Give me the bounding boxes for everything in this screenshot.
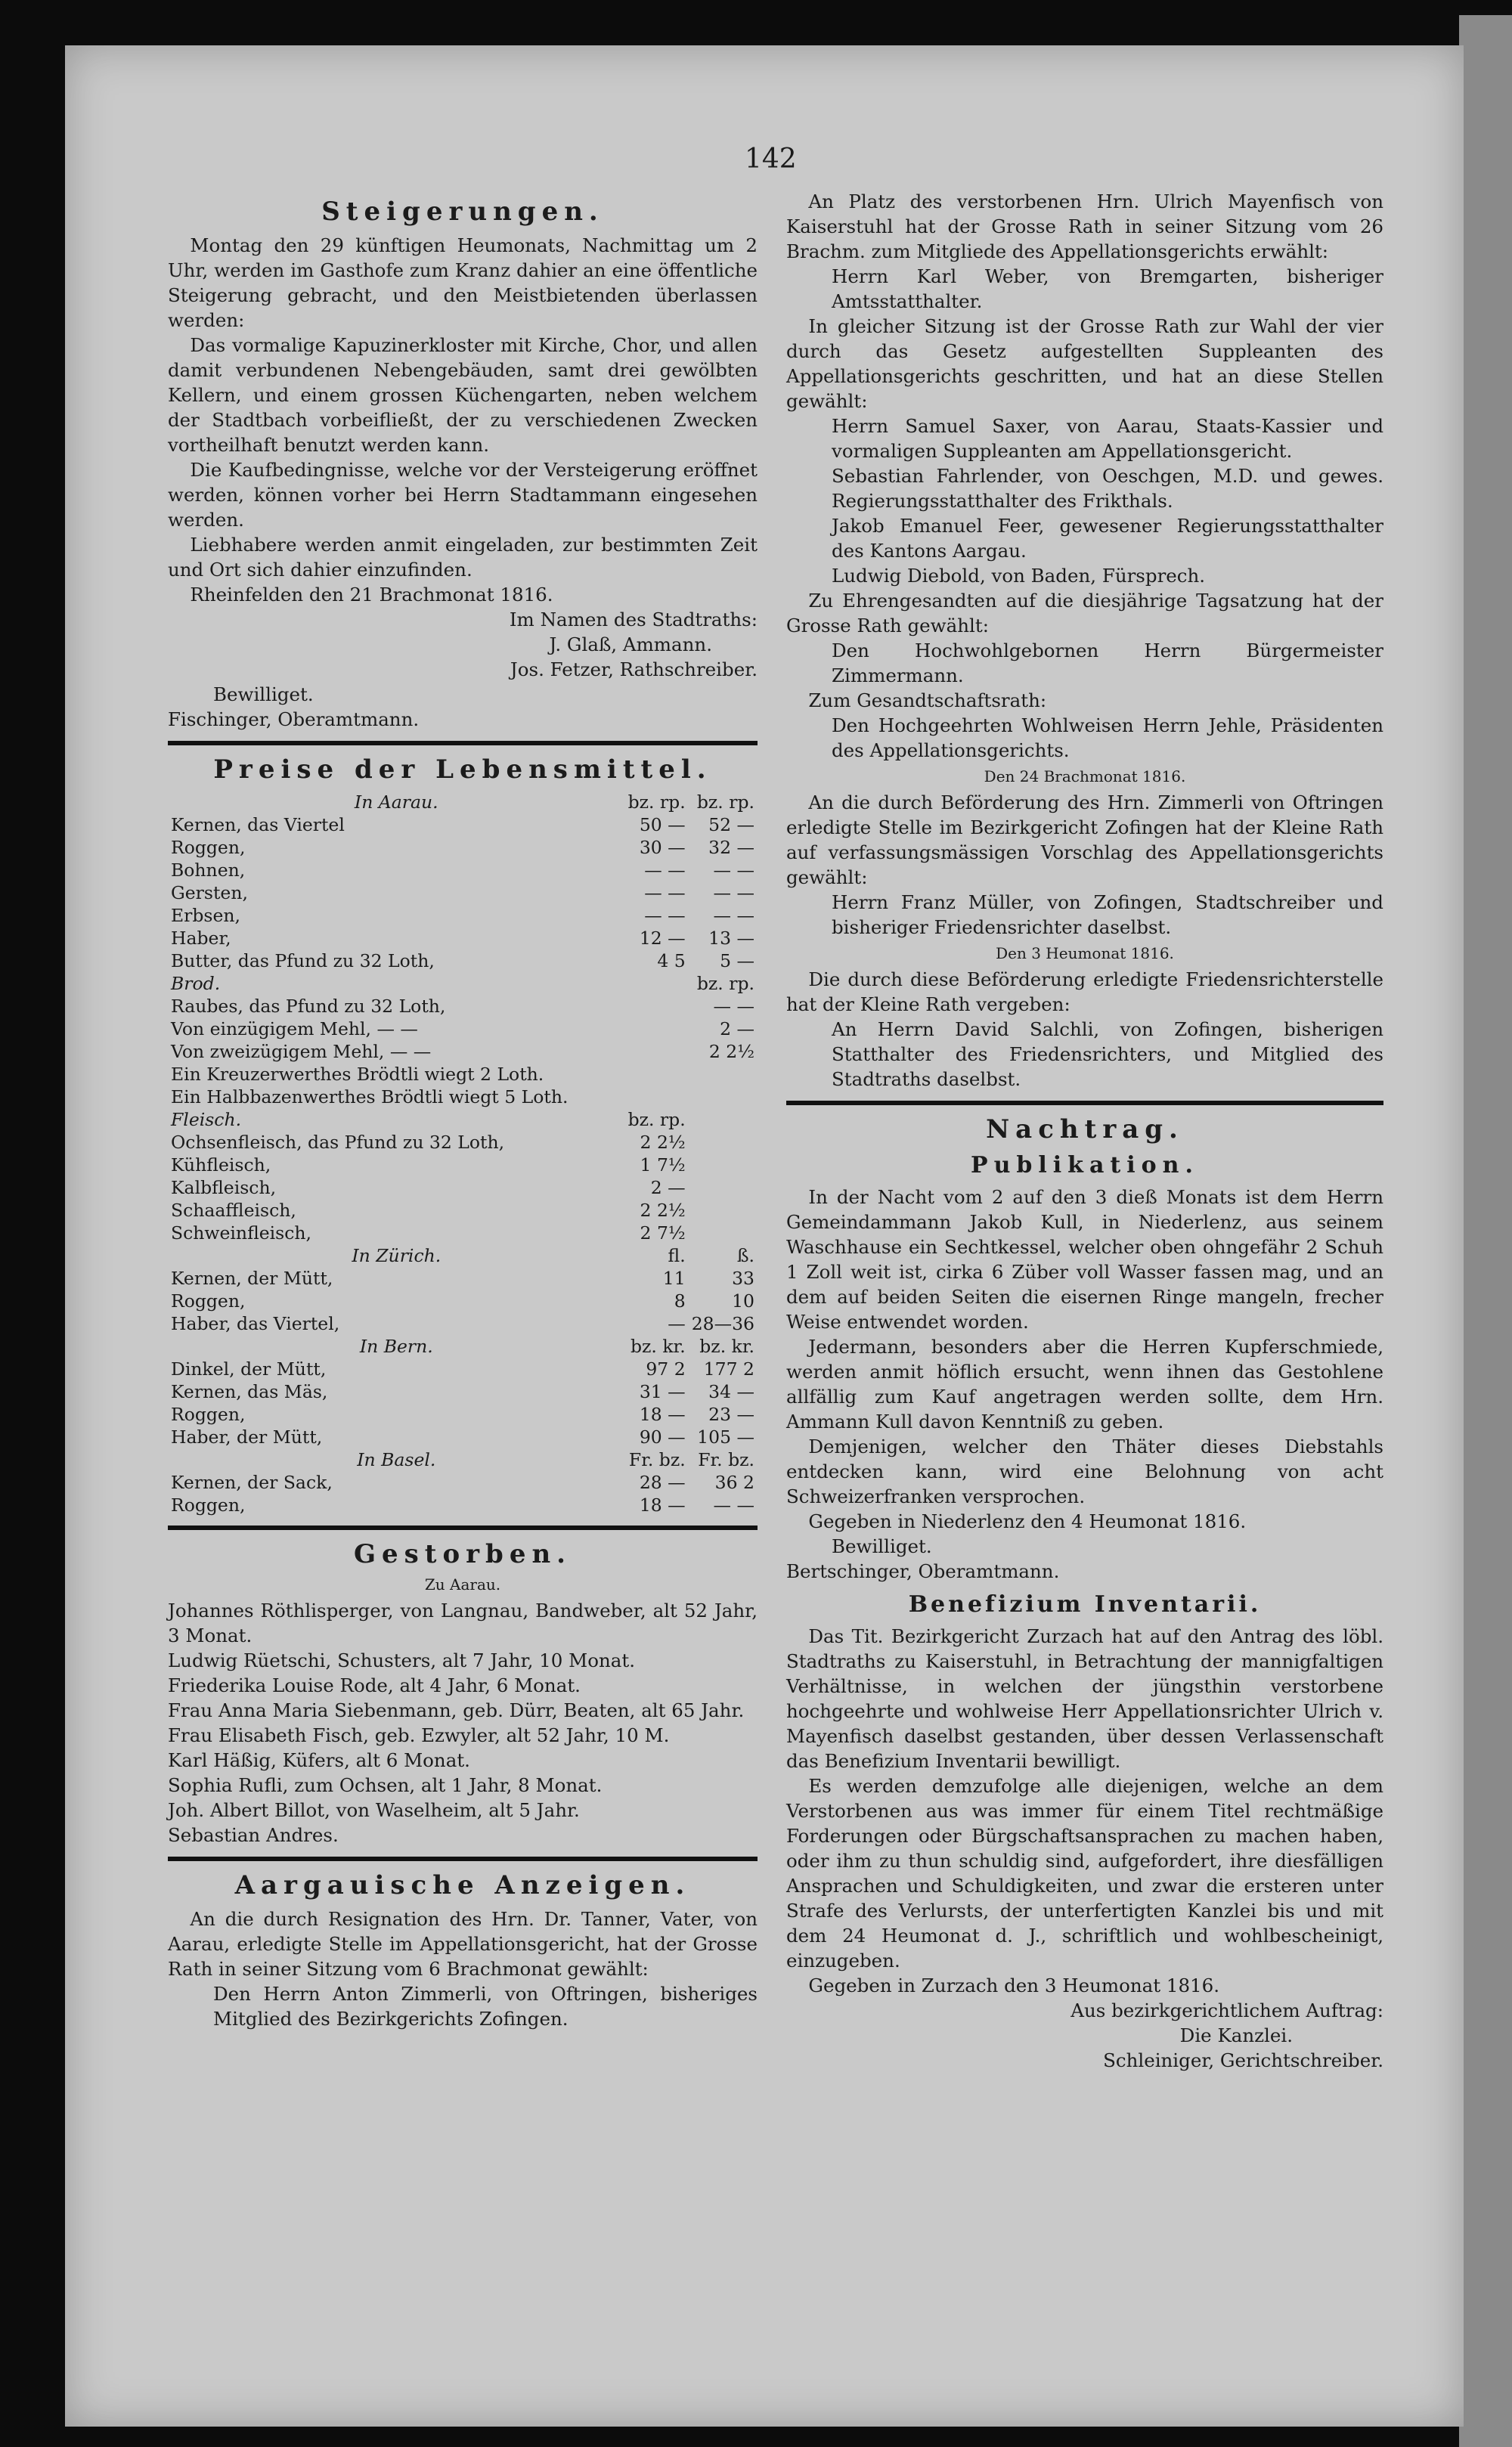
price-high: 36 2	[714, 1472, 754, 1493]
death-notice: Johannes Röthlisperger, von Langnau, Bandweber, alt 52 Jahr, 3 Monat.	[168, 1600, 758, 1646]
table-row	[168, 1358, 758, 1380]
price-high: 52 —	[708, 814, 754, 835]
section-rule	[168, 741, 758, 745]
row-label: Roggen,	[171, 1495, 246, 1516]
benefizium-date: Gegeben in Zurzach den 3 Heumonat 1816.	[808, 1975, 1220, 1996]
page-number: 142	[745, 144, 797, 175]
benefizium-paragraph: Das Tit. Bezirkgericht Zurzach hat auf den Antrag des löbl. Stadtraths zu Kaiserstuhl, in Betrachtung der mannigfaltigen Verhältnisse, in welchen der jüngsthin verstorbene hochgeehrte und wohlweise Herr Appellationsrichter Ulrich v. Mayenfisch daselbst gestanden, über dessen Verlassenschaft das Benefizium Inventarii bewilligt.	[786, 1625, 1383, 1772]
table-row	[168, 1176, 758, 1199]
signature-line: Schleiniger, Gerichtschreiber.	[1103, 2049, 1383, 2071]
price-high: 177 2	[703, 1358, 754, 1380]
notice-paragraph: An Platz des verstorbenen Hrn. Ulrich Mayenfisch von Kaiserstuhl hat der Grosse Rath in seiner Sitzung vom 26 Brachm. zum Mitgliede des Appellationsgerichts erwählt:	[786, 190, 1383, 262]
row-label: Ein Halbbazenwerthes Brödtli wiegt 5 Loth.	[171, 1086, 569, 1107]
table-row	[168, 836, 758, 859]
table-row	[168, 1494, 758, 1516]
notice-date: Den 24 Brachmonat 1816.	[984, 767, 1186, 785]
unit-header: bz. rp.	[696, 973, 754, 994]
table-header-row	[168, 972, 758, 995]
table-header-row	[168, 1448, 758, 1471]
row-label: Haber, der Mütt,	[171, 1426, 323, 1448]
category-header: Fleisch.	[171, 1109, 242, 1130]
table-row	[168, 1018, 758, 1040]
unit-header: bz. kr.	[699, 1336, 754, 1357]
price-low: 4 5	[657, 950, 686, 971]
death-notice: Friederika Louise Rode, alt 4 Jahr, 6 Monat.	[168, 1674, 581, 1696]
publikation-paragraph: In der Nacht vom 2 auf den 3 dieß Monats ist dem Herrn Gemeindammann Jakob Kull, in Niederlenz, aus seinem Waschhause ein Sechtkessel, welcher oben ohngefähr 2 Schuh 1 Zoll weit ist, cirka 6 Züber voll Wasser fassen mag, und an dem auf beiden Seiten die eisernen Ringe mangeln, frecher Weise entwendet worden.	[786, 1186, 1383, 1333]
row-label: Gersten,	[171, 882, 248, 903]
row-label: Bohnen,	[171, 860, 246, 881]
notice-paragraph: Zum Gesandtschaftsrath:	[808, 689, 1047, 711]
table-row	[168, 1222, 758, 1244]
section-rule	[168, 1857, 758, 1861]
price: 2 2½	[708, 1041, 754, 1062]
table-row	[168, 881, 758, 904]
price-high: — —	[713, 860, 754, 881]
row-label: Ochsenfleisch, das Pfund zu 32 Loth,	[171, 1132, 505, 1153]
table-row	[168, 1426, 758, 1448]
gestorben-heading: Gestorben.	[353, 1539, 572, 1569]
table-row	[168, 1040, 758, 1063]
table-row	[168, 1290, 758, 1312]
table-row	[168, 859, 758, 881]
table-row	[168, 995, 758, 1018]
price-high: 33	[732, 1268, 754, 1289]
steigerungen-paragraph: Das vormalige Kapuzinerkloster mit Kirche, Chor, und allen damit verbundenen Nebengebäuden, samt drei gewölbten Kellern, und einem grossen Küchengarten, neben welchem der Stadtbach vorbeifließt, der zu verschiedenen Zwecken vortheilhaft benutzt werden kann.	[168, 334, 758, 456]
unit-header: Fr. bz.	[628, 1449, 686, 1470]
death-notice: Sophia Rufli, zum Ochsen, alt 1 Jahr, 8 Monat.	[168, 1774, 603, 1796]
notice-paragraph: In gleicher Sitzung ist der Grosse Rath zur Wahl der vier durch das Gesetz aufgestellten Suppleanten des Appellationsgerichts geschritten, und hat an diese Stellen gewählt:	[786, 315, 1383, 412]
table-row	[168, 1403, 758, 1426]
row-label: Kühfleisch,	[171, 1154, 271, 1175]
list-item: Jakob Emanuel Feer, gewesener Regierungsstatthalter des Kantons Aargau.	[832, 515, 1383, 562]
price-low: 28 —	[639, 1472, 686, 1493]
death-notice: Frau Elisabeth Fisch, geb. Ezwyler, alt 52 Jahr, 10 M.	[168, 1724, 670, 1746]
steigerungen-date: Rheinfelden den 21 Brachmonat 1816.	[190, 584, 553, 606]
table-header-row	[168, 1108, 758, 1131]
anzeigen-paragraph: Den Herrn Anton Zimmerli, von Oftringen, bisheriges Mitglied des Bezirkgerichts Zofingen.	[213, 1983, 758, 2030]
table-row	[168, 1154, 758, 1176]
notice-paragraph: Den Hochgeehrten Wohlweisen Herrn Jehle, Präsidenten des Appellationsgerichts.	[832, 714, 1383, 761]
unit-header: fl.	[668, 1245, 686, 1266]
bewilliget-label: Bewilliget.	[832, 1535, 932, 1557]
table-row	[168, 1471, 758, 1494]
row-label: Dinkel, der Mütt,	[171, 1358, 327, 1380]
price: 2 —	[650, 1177, 686, 1198]
row-label: Roggen,	[171, 1290, 246, 1312]
table-row	[168, 927, 758, 949]
steigerungen-paragraph: Die Kaufbedingnisse, welche vor der Versteigerung eröffnet werden, können vorher bei Herrn Stadtammann eingesehen werden.	[168, 459, 758, 531]
row-label: Von einzügigem Mehl, — —	[171, 1018, 418, 1039]
price-high: 13 —	[708, 928, 754, 949]
price: 1 7½	[640, 1154, 686, 1175]
price-high: 23 —	[708, 1404, 754, 1425]
signature-line: Im Namen des Stadtraths:	[509, 609, 758, 630]
category-header: Brod.	[171, 973, 221, 994]
benefizium-heading: Benefizium Inventarii.	[908, 1591, 1262, 1618]
anzeigen-heading: Aargauische Anzeigen.	[234, 1870, 691, 1900]
price-low: — —	[644, 860, 686, 881]
death-notice: Joh. Albert Billot, von Waselheim, alt 5 Jahr.	[168, 1799, 580, 1821]
location-header: In Basel.	[357, 1449, 436, 1470]
location-header: In Aarau.	[354, 791, 438, 813]
notice-paragraph: Den Hochwohlgebornen Herrn Bürgermeister Zimmermann.	[832, 640, 1383, 686]
table-row	[168, 1199, 758, 1222]
row-label: Roggen,	[171, 837, 246, 858]
publikation-paragraph: Demjenigen, welcher den Thäter dieses Diebstahls entdecken kann, wird eine Belohnung von acht Schweizerfranken versprochen.	[786, 1436, 1383, 1507]
unit-header: bz. rp.	[627, 791, 686, 813]
table-row	[168, 1131, 758, 1154]
signature-line: J. Glaß, Ammann.	[549, 633, 712, 655]
row-label: Kernen, das Viertel	[171, 814, 345, 835]
table-header-row	[168, 1244, 758, 1267]
signature-line: Bertschinger, Oberamtmann.	[786, 1560, 1060, 1582]
publikation-paragraph: Jedermann, besonders aber die Herren Kupferschmiede, werden anmit höflich ersucht, wenn ihnen das Gestohlene allfällig zum Kauf angetragen werden sollte, dem Hrn. Ammann Kull davon Kenntniß zu geben.	[786, 1336, 1383, 1433]
death-notice: Ludwig Rüetschi, Schusters, alt 7 Jahr, 10 Monat.	[168, 1649, 635, 1671]
row-label: Schaaffleisch,	[171, 1200, 296, 1221]
row-label: Kernen, das Mäs,	[171, 1381, 328, 1402]
row-label: Ein Kreuzerwerthes Brödtli wiegt 2 Loth.	[171, 1064, 544, 1085]
price-high: — —	[713, 882, 754, 903]
anzeigen-paragraph: An die durch Resignation des Hrn. Dr. Tanner, Vater, von Aarau, erledigte Stelle im Appellationsgericht, hat der Grosse Rath in seiner Sitzung vom 6 Brachmonat gewählt:	[168, 1908, 758, 1980]
price-low: — —	[644, 882, 686, 903]
price-low: 18 —	[639, 1495, 686, 1516]
signature-line: Jos. Fetzer, Rathschreiber.	[510, 658, 758, 680]
price-high: — —	[713, 905, 754, 926]
price-table	[168, 791, 758, 1516]
steigerungen-heading: Steigerungen.	[321, 197, 604, 227]
unit-header: bz. kr.	[630, 1336, 686, 1357]
price-high: 32 —	[708, 837, 754, 858]
row-label: Roggen,	[171, 1404, 246, 1425]
price: 2 2½	[640, 1132, 686, 1153]
row-label: Erbsen,	[171, 905, 241, 926]
location-header: In Zürich.	[352, 1245, 442, 1266]
list-item: Sebastian Fahrlender, von Oeschgen, M.D. und gewes. Regierungsstatthalter des Frikthals.	[832, 465, 1383, 512]
row-label: Haber, das Viertel,	[171, 1313, 340, 1334]
price: 2 2½	[640, 1200, 686, 1221]
list-item: Ludwig Diebold, von Baden, Fürsprech.	[832, 565, 1206, 587]
unit-header: bz. rp.	[696, 791, 754, 813]
price-low: 97 2	[646, 1358, 686, 1380]
price-low: 18 —	[639, 1404, 686, 1425]
notice-paragraph: Die durch diese Beförderung erledigte Friedensrichterstelle hat der Kleine Rath vergeben:	[786, 968, 1383, 1015]
signature-line: Fischinger, Oberamtmann.	[168, 708, 420, 730]
adjacent-page-edge	[1459, 15, 1512, 2447]
signature-line: Aus bezirkgerichtlichem Auftrag:	[1070, 1999, 1383, 2021]
section-rule	[786, 1101, 1383, 1105]
price-low: —	[668, 1313, 686, 1334]
row-label: Raubes, das Pfund zu 32 Loth,	[171, 996, 446, 1017]
table-header-row	[168, 791, 758, 813]
steigerungen-paragraph: Montag den 29 künftigen Heumonats, Nachmittag um 2 Uhr, werden im Gasthofe zum Kranz dahier an eine öffentliche Steigerung gebracht, und den Meistbietenden überlassen werden:	[168, 234, 758, 331]
row-label: Butter, das Pfund zu 32 Loth,	[171, 950, 435, 971]
price-low: 50 —	[639, 814, 686, 835]
price-high: 28—36	[691, 1313, 754, 1334]
table-row	[168, 813, 758, 836]
publikation-date: Gegeben in Niederlenz den 4 Heumonat 1816.	[808, 1510, 1247, 1532]
price-high: 5 —	[720, 950, 754, 971]
death-notice: Karl Häßig, Küfers, alt 6 Monat.	[168, 1749, 470, 1771]
preise-heading: Preise der Lebensmittel.	[213, 754, 712, 785]
bewilliget-label: Bewilliget.	[213, 683, 314, 705]
row-label: Kernen, der Sack,	[171, 1472, 333, 1493]
notice-paragraph: Herrn Karl Weber, von Bremgarten, bisheriger Amtsstatthalter.	[832, 265, 1383, 312]
notice-paragraph: Zu Ehrengesandten auf die diesjährige Tagsatzung hat der Grosse Rath gewählt:	[786, 590, 1383, 637]
price-low: 12 —	[639, 928, 686, 949]
price-low: 90 —	[639, 1426, 686, 1448]
price-low: 30 —	[639, 837, 686, 858]
row-label: Kalbfleisch,	[171, 1177, 277, 1198]
section-rule	[168, 1526, 758, 1530]
table-row	[168, 1267, 758, 1290]
row-label: Schweinfleisch,	[171, 1222, 311, 1244]
notice-paragraph: An die durch Beförderung des Hrn. Zimmerli von Oftringen erledigte Stelle im Bezirkgericht Zofingen hat der Kleine Rath auf verfassungsmässigen Vorschlag des Appellationsgerichts gewählt:	[786, 791, 1383, 888]
table-row	[168, 1063, 758, 1086]
unit-header: Fr. bz.	[698, 1449, 754, 1470]
death-notice: Sebastian Andres.	[168, 1824, 339, 1846]
table-row	[168, 1312, 758, 1335]
table-row	[168, 1086, 758, 1108]
price-low: 31 —	[639, 1381, 686, 1402]
row-label: Kernen, der Mütt,	[171, 1268, 333, 1289]
table-row	[168, 1380, 758, 1403]
row-label: Von zweizügigem Mehl, — —	[171, 1041, 432, 1062]
price-high: 34 —	[708, 1381, 754, 1402]
price-low: 11	[662, 1268, 686, 1289]
price-high: 10	[732, 1290, 754, 1312]
notice-paragraph: An Herrn David Salchli, von Zofingen, bisherigen Statthalter des Friedensrichters, und Mitglied des Stadtraths daselbst.	[832, 1018, 1383, 1090]
location-header: In Bern.	[359, 1336, 433, 1357]
price: 2 7½	[640, 1222, 686, 1244]
price: 2 —	[720, 1018, 754, 1039]
publikation-heading: Publikation.	[971, 1152, 1199, 1179]
table-row	[168, 949, 758, 972]
right-column	[786, 189, 1383, 2073]
nachtrag-heading: Nachtrag.	[986, 1114, 1184, 1145]
benefizium-paragraph: Es werden demzufolge alle diejenigen, welche an dem Verstorbenen aus was immer für einem Titel rechtmäßige Forderungen oder Bürgschaftsansprachen zu machen haben, oder ihm zu thun schuldig sind, aufgefordert, ihre diesfälligen Ansprachen und Schuldigkeiten, und zwar die ersteren unter Strafe des Verlursts, der unterfertigten Kanzlei bis und mit dem 24 Heumonat d. J., schriftlich und wohlbescheinigt, einzugeben.	[786, 1775, 1383, 1972]
notice-date: Den 3 Heumonat 1816.	[996, 944, 1174, 962]
table-header-row	[168, 1335, 758, 1358]
gestorben-place: Zu Aarau.	[424, 1575, 501, 1594]
price-high: 105 —	[697, 1426, 754, 1448]
row-label: Haber,	[171, 928, 231, 949]
notice-paragraph: Herrn Franz Müller, von Zofingen, Stadtschreiber und bisheriger Friedensrichter daselbst.	[832, 891, 1383, 938]
unit-header: bz. rp.	[627, 1109, 686, 1130]
left-column	[168, 189, 758, 2031]
price-low: 8	[674, 1290, 686, 1312]
signature-line: Die Kanzlei.	[1179, 2024, 1293, 2046]
price-high: — —	[713, 1495, 754, 1516]
table-row	[168, 904, 758, 927]
steigerungen-paragraph: Liebhabere werden anmit eingeladen, zur bestimmten Zeit und Ort sich dahier einzufinden.	[168, 534, 758, 581]
price: — —	[713, 996, 754, 1017]
death-notice: Frau Anna Maria Siebenmann, geb. Dürr, Beaten, alt 65 Jahr.	[168, 1699, 745, 1721]
list-item: Herrn Samuel Saxer, von Aarau, Staats-Kassier und vormaligen Suppleanten am Appellationsgericht.	[832, 415, 1383, 462]
unit-header: ß.	[736, 1245, 754, 1266]
price-low: — —	[644, 905, 686, 926]
